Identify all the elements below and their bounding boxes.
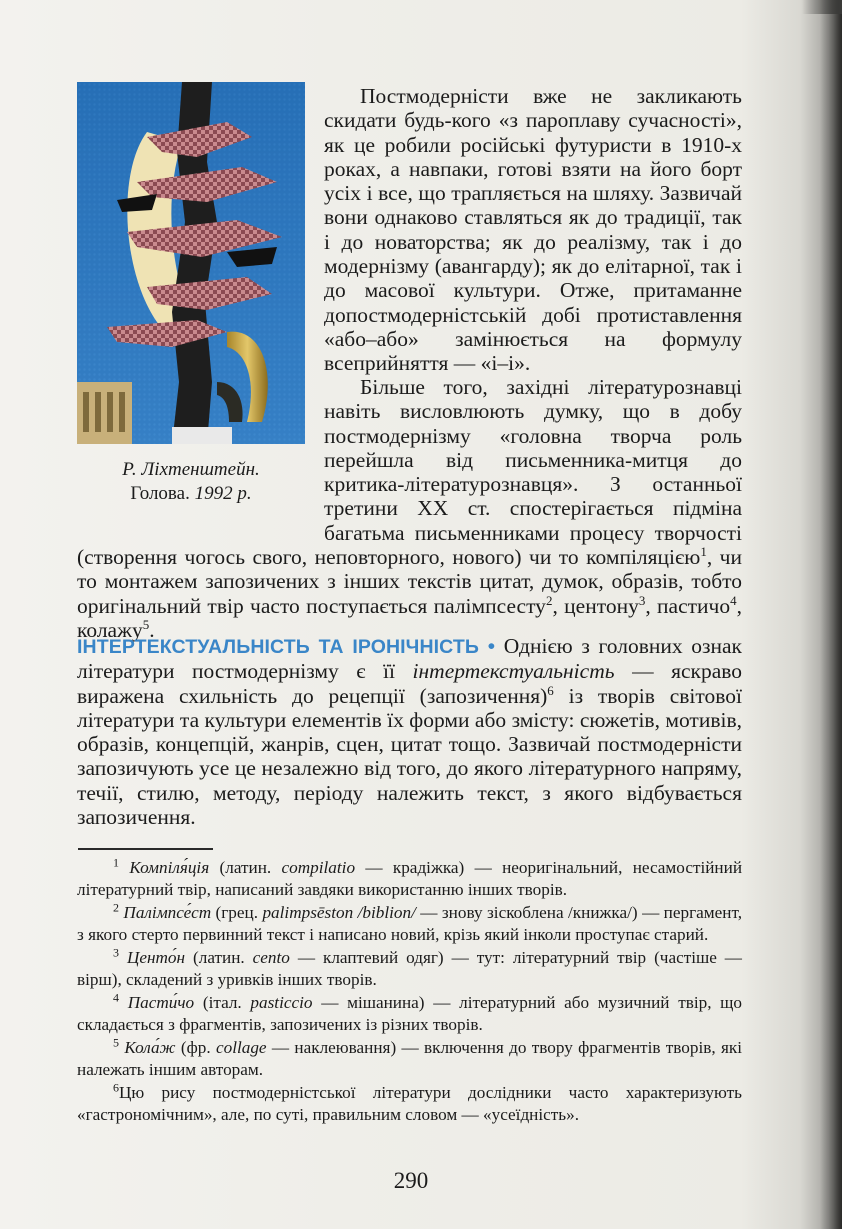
footnote-text-b: Цю рису постмодерністської літератури дослідники часто характеризують «гастрономічним», але, по суті, правильним словом — «усеїдність». <box>77 1083 742 1125</box>
footnote-text-b: — крадіжка) — неоригінальний, несамостійний літературний твір, написаний завдяки використанню інших творів. <box>77 858 743 899</box>
paragraph-critics-mid1: , чи то монтажем запозичених з інших текстів цитат, думок, образів, тобто оригінальний твір часто поступається палімпсесту <box>77 545 742 618</box>
footnote-2 <box>77 902 742 946</box>
caption-author: Р. Ліхтенштейн. <box>122 459 260 480</box>
paragraph-critics-mid4: , колажу <box>77 593 742 642</box>
footnote-number: 4 <box>113 990 119 1005</box>
footnote-latin: palimpsēston /biblion/ <box>262 903 416 923</box>
paragraph-critics <box>77 375 742 642</box>
corner-shadow <box>802 0 842 14</box>
footnote-term: Пасти́чо <box>127 993 195 1013</box>
footnote-number: 1 <box>113 855 119 870</box>
page-number: 290 <box>393 1168 429 1193</box>
footnote-latin: cento <box>252 948 290 968</box>
footnote-number: 6 <box>113 1080 119 1095</box>
section-intertextuality <box>77 634 742 829</box>
footnote-text-a: (латин. <box>193 948 245 968</box>
footnote-number: 5 <box>113 1035 119 1050</box>
footnote-number: 3 <box>113 945 119 960</box>
footnote-text-b: — наклеювання) — включення до твору фрагментів творів, які належать іншим авторам. <box>77 1038 743 1080</box>
footnote-6 <box>77 1082 742 1126</box>
float-spacer <box>77 375 324 522</box>
footnote-text-a: (італ. <box>202 993 242 1013</box>
paragraph-critics-text: Більше того, західні літературознавці навіть висловлюють думку, що в добу постмодернізму «головна творча роль перейшла від письменника-митця до критика-літературознавця». З останньої третини XX ст. спостерігається підміна багатьма письменниками процесу творчості (створення чогось свого, неповторного, нового) чи то компіляцією <box>77 375 742 570</box>
caption-year: 1992 р. <box>194 483 252 504</box>
section-term: інтертекстуальність <box>412 659 615 684</box>
footnote-ref-2[interactable]: 2 <box>545 592 553 608</box>
footnote-term: Компіля́ція <box>129 858 210 877</box>
footnote-3 <box>77 947 742 991</box>
paragraph-critics-mid3: , пастичо <box>645 593 731 618</box>
bullet-icon: • <box>487 634 496 658</box>
footnote-text-a: (грец. <box>215 903 259 923</box>
footnotes <box>77 857 742 1128</box>
footnote-5 <box>77 1037 742 1081</box>
footnote-text-b: — мішанина) — літературний або музичний твір, що складається з фрагментів, запозичених із різних творів. <box>77 993 743 1035</box>
footnote-ref-5[interactable]: 5 <box>142 616 150 632</box>
footnote-term: Центо́н <box>126 948 186 968</box>
footnote-latin: pasticcio <box>250 993 313 1013</box>
section-text-end: із творів світової літератури та культури елементів їх форми або змісту: сюжетів, мотивів, образів, концепцій, жанрів, сцен, цитат тощо. Зазвичай постмодерністи запозичують усе це незалежно від того, до якого літературного напряму, течії, стилю, методу, періоду належить текст, з якого відбувається запозичення. <box>77 683 742 830</box>
caption-title: Голова. <box>130 483 190 504</box>
footnote-text-b: — знову зіскоблена /книжка/) — пергамент, з якого стерто первинний текст і написано новий, крізь який інколи проступає старий. <box>77 903 742 944</box>
footnote-ref-4[interactable]: 4 <box>730 592 737 608</box>
paragraph-critics-mid2: , центону <box>552 593 639 618</box>
footnote-1 <box>77 857 742 901</box>
footnote-divider <box>78 848 213 850</box>
footnote-ref-1[interactable]: 1 <box>700 543 707 559</box>
section-heading: ІНТЕРТЕКСТУАЛЬНІСТЬ ТА ІРОНІЧНІСТЬ <box>77 636 480 658</box>
footnote-number: 2 <box>113 900 119 915</box>
footnote-term: Кола́ж <box>124 1038 176 1058</box>
section-text-start: Однією з головних ознак літератури постмодернізму є її <box>77 634 742 684</box>
paragraph-intro: Постмодерністи вже не закликають скидати будь-кого «з пароплаву сучасності», як це робили російські футуристи в 1910-х роках, а навпаки, готові взяти на його борт усіх і все, що трапляється на шляху. Зазвичай вони однаково ставляться як до традиції, так і до новаторства; як до реалізму, так і до модернізму (авангарду); як до елітарної, так і до масової культури. Отже, притаманне допостмодерністській добі протиставлення «або–або» замінюється на формулу всеприйняття — «і–і». <box>324 84 742 376</box>
footnote-text-b: — клаптевий одяг) — тут: літературний твір (частіше — вірш), складений з уривків інших творів. <box>77 948 742 989</box>
footnote-latin: collage <box>215 1038 267 1058</box>
paragraph-critics-end: . <box>149 617 155 642</box>
footnote-latin: compilatio <box>281 858 356 877</box>
footnote-ref-3[interactable]: 3 <box>638 592 646 608</box>
section-text-mid: — яскраво виражена схильність до рецепції (запозичення) <box>77 659 743 708</box>
footnote-text-a: (латин. <box>219 858 272 877</box>
footnote-ref-6[interactable]: 6 <box>547 682 554 698</box>
book-spine-shadow <box>820 0 842 1229</box>
footnote-term: Палімпсе́ст <box>123 903 212 923</box>
footnote-text-a: (фр. <box>180 1038 211 1058</box>
footnote-4 <box>77 992 742 1036</box>
